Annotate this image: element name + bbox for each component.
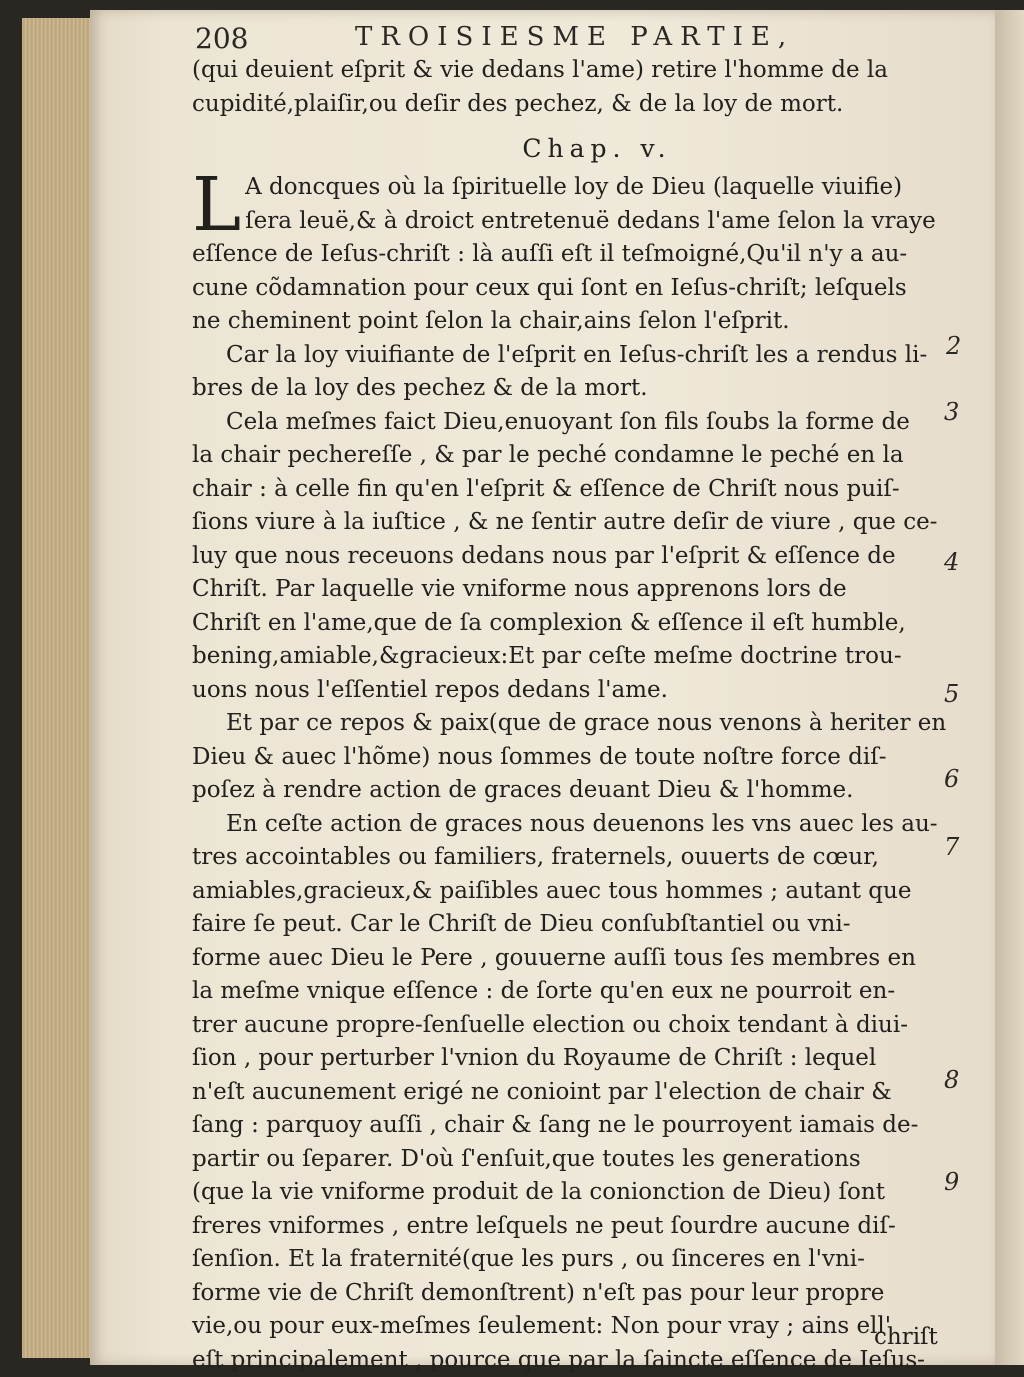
text-line: cupidité,plaiſir,ou deſir des pechez, & de la loy de mort. xyxy=(192,88,942,122)
text-line: Cela meſmes faict Dieu,enuoyant ſon fils ſoubs la forme de xyxy=(192,406,942,440)
text-line: trer aucune propre-ſenſuelle election ou choix tendant à diui- xyxy=(192,1009,942,1043)
text-line: ne cheminent point ſelon la chair,ains ſelon l'eſprit. xyxy=(192,305,942,339)
verse-number: 5 xyxy=(944,680,959,708)
text-line: bres de la loy des pechez & de la mort. xyxy=(192,372,942,406)
verse-number: 2 xyxy=(946,332,961,360)
text-line: bening,amiable,&gracieux:Et par ceſte meſme doctrine trou- xyxy=(192,640,942,674)
text-line: ſang : parquoy auſſi , chair & ſang ne le pourroyent iamais de- xyxy=(192,1109,942,1143)
facing-page-edge xyxy=(995,10,1024,1365)
text-line: Chriſt en l'ame,que de ſa complexion & eſſence il eſt humble, xyxy=(192,607,942,641)
text-line: eſſence de Ieſus-chriſt : là auſſi eſt il teſmoigné,Qu'il n'y a au- xyxy=(192,238,942,272)
text-line: tres accointables ou familiers, fraternels, ouuerts de cœur, xyxy=(192,841,942,875)
verse-number: 9 xyxy=(944,1168,959,1196)
page-number: 208 xyxy=(195,22,248,55)
text-line: chair : à celle fin qu'en l'eſprit & eſſence de Chriſt nous puiſ- xyxy=(192,473,942,507)
text-line: partir ou ſeparer. D'où ſ'enſuit,que toutes les generations xyxy=(192,1143,942,1177)
text-line: n'eſt aucunement erigé ne conioint par l'election de chair & xyxy=(192,1076,942,1110)
text-line: En ceſte action de graces nous deuenons les vns auec les au- xyxy=(192,808,942,842)
text-line: ſion , pour perturber l'vnion du Royaume de Chriſt : lequel xyxy=(192,1042,942,1076)
text-line: ſera leuë,& à droict entretenuë dedans l'ame ſelon la vraye xyxy=(192,205,942,239)
text-line: A doncques où la ſpirituelle loy de Dieu (laquelle viuifie) xyxy=(192,171,942,205)
text-line: Chriſt. Par laquelle vie vniforme nous apprenons lors de xyxy=(192,573,942,607)
running-title: TROISIESME PARTIE, xyxy=(355,22,794,52)
text-line: (que la vie vniforme produit de la conionction de Dieu) ſont xyxy=(192,1176,942,1210)
verse-number: 8 xyxy=(944,1066,959,1094)
verse-number: 6 xyxy=(944,765,959,793)
catchword: chriſt xyxy=(874,1324,938,1350)
text-line: ſenſion. Et la fraternité(que les purs , ou ſinceres en l'vni- xyxy=(192,1243,942,1277)
text-line: uons nous l'eſſentiel repos dedans l'ame. xyxy=(192,674,942,708)
page-text xyxy=(192,54,942,1377)
text-line: eſt principalement , pource que par la ſaincte eſſence de Ieſus- xyxy=(192,1344,942,1377)
text-line: ſions viure à la iuſtice , & ne ſentir autre deſir de viure , que ce- xyxy=(192,506,942,540)
text-line: la chair pechereſſe , & par le peché condamne le peché en la xyxy=(192,439,942,473)
text-line: cune cõdamnation pour ceux qui ſont en Ieſus-chriſt; leſquels xyxy=(192,272,942,306)
book-fore-edge xyxy=(22,18,94,1358)
text-line: freres vniformes , entre leſquels ne peut ſourdre aucune diſ- xyxy=(192,1210,942,1244)
text-line: Car la loy viuifiante de l'eſprit en Ieſus-chriſt les a rendus li- xyxy=(192,339,942,373)
verse-number: 7 xyxy=(944,833,959,861)
drop-cap: L xyxy=(192,173,241,237)
text-line: faire ſe peut. Car le Chriſt de Dieu conſubſtantiel ou vni- xyxy=(192,908,942,942)
text-line: forme auec Dieu le Pere , gouuerne auſſi tous ſes membres en xyxy=(192,942,942,976)
text-line: luy que nous receuons dedans nous par l'eſprit & eſſence de xyxy=(192,540,942,574)
text-line: amiables,gracieux,& paiſibles auec tous hommes ; autant que xyxy=(192,875,942,909)
chapter-heading: Chap. v. xyxy=(192,131,942,167)
text-line: Dieu & auec l'hõme) nous ſommes de toute noſtre force diſ- xyxy=(192,741,942,775)
verse-number: 4 xyxy=(944,548,959,576)
text-line: poſez à rendre action de graces deuant Dieu & l'homme. xyxy=(192,774,942,808)
text-line: Et par ce repos & paix(que de grace nous venons à heriter en xyxy=(192,707,942,741)
running-head xyxy=(105,22,925,56)
text-line: forme vie de Chriſt demonſtrent) n'eſt pas pour leur propre xyxy=(192,1277,942,1311)
text-line: la meſme vnique eſſence : de ſorte qu'en eux ne pourroit en- xyxy=(192,975,942,1009)
text-line: vie,ou pour eux-meſmes ſeulement: Non pour vray ; ains ell' xyxy=(192,1310,942,1344)
verse-number: 3 xyxy=(944,398,959,426)
text-line: (qui deuient eſprit & vie dedans l'ame) retire l'homme de la xyxy=(192,54,942,88)
